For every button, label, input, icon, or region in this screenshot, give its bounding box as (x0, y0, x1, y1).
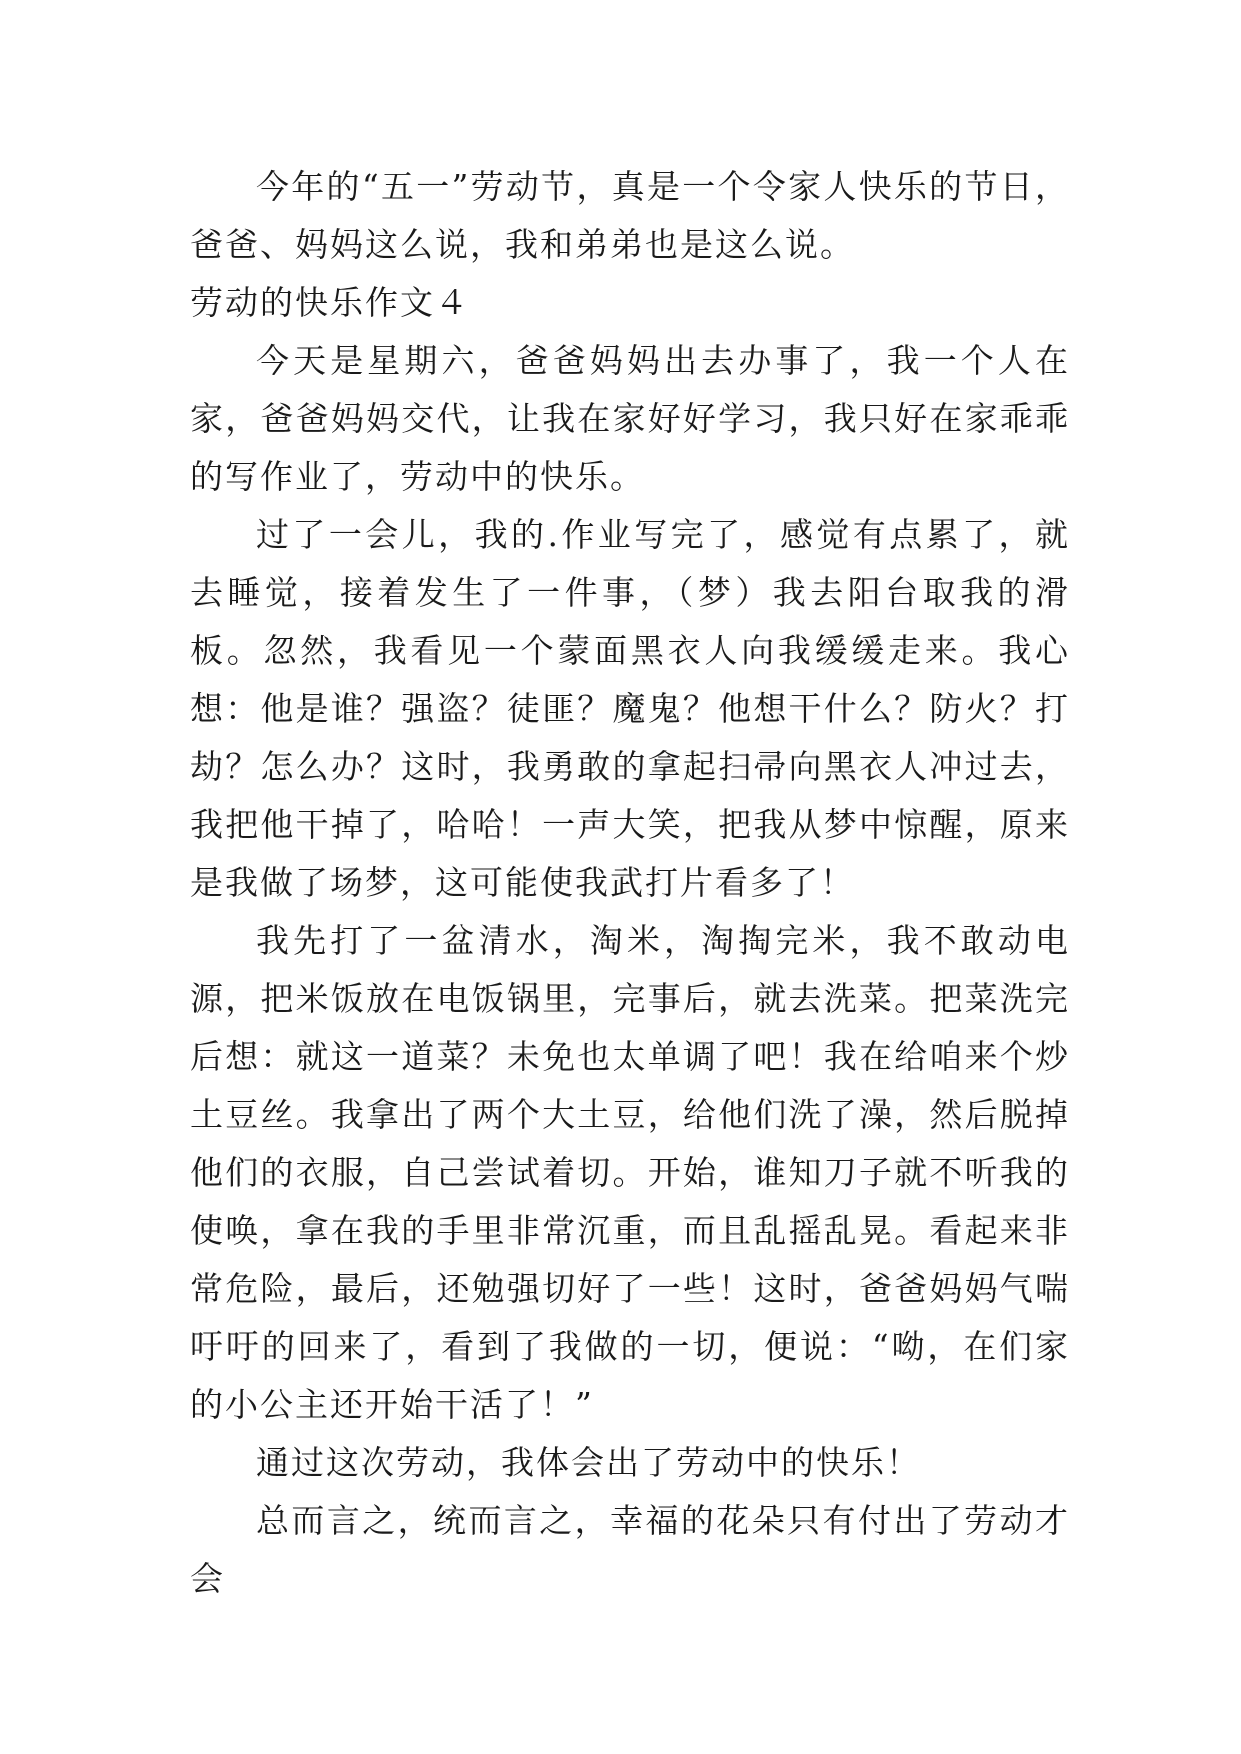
paragraph: 今天是星期六，爸爸妈妈出去办事了，我一个人在家，爸爸妈妈交代，让我在家好好学习，我只好在家乖乖的写作业了，劳动中的快乐。 (190, 341, 1070, 496)
paragraph-intro: 今年的“五一”劳动节，真是一个令家人快乐的节日，爸爸、妈妈这么说，我和弟弟也是这么说。 (190, 167, 1070, 264)
paragraph: 我先打了一盆清水，淘米，淘掏完米，我不敢动电源，把米饭放在电饭锅里，完事后，就去洗菜。把菜洗完后想：就这一道菜？未免也太单调了吧！我在给咱来个炒土豆丝。我拿出了两个大土豆，给他们洗了澡，然后脱掉他们的衣服，自己尝试着切。开始，谁知刀子就不听我的使唤，拿在我的手里非常沉重，而且乱摇乱晃。看起来非常危险，最后，还勉强切好了一些！这时，爸爸妈妈气喘吁吁的回来了，看到了我做的一切，便说：“呦，在们家的小公主还开始干活了！” (190, 921, 1070, 1424)
paragraph: 过了一会儿，我的.作业写完了，感觉有点累了，就去睡觉，接着发生了一件事，（梦）我去阳台取我的滑板。忽然，我看见一个蒙面黑衣人向我缓缓走来。我心想：他是谁？强盗？徒匪？魔鬼？他想干什么？防火？打劫？怎么办？这时，我勇敢的拿起扫帚向黑衣人冲过去，我把他干掉了，哈哈！一声大笑，把我从梦中惊醒，原来是我做了场梦，这可能使我武打片看多了！ (190, 515, 1070, 902)
section-heading: 劳动的快乐作文４ (190, 283, 470, 322)
paragraph: 通过这次劳动，我体会出了劳动中的快乐！ (256, 1443, 921, 1482)
paragraph: 总而言之，统而言之，幸福的花朵只有付出了劳动才会 (190, 1501, 1070, 1598)
document-body (190, 158, 1070, 1608)
